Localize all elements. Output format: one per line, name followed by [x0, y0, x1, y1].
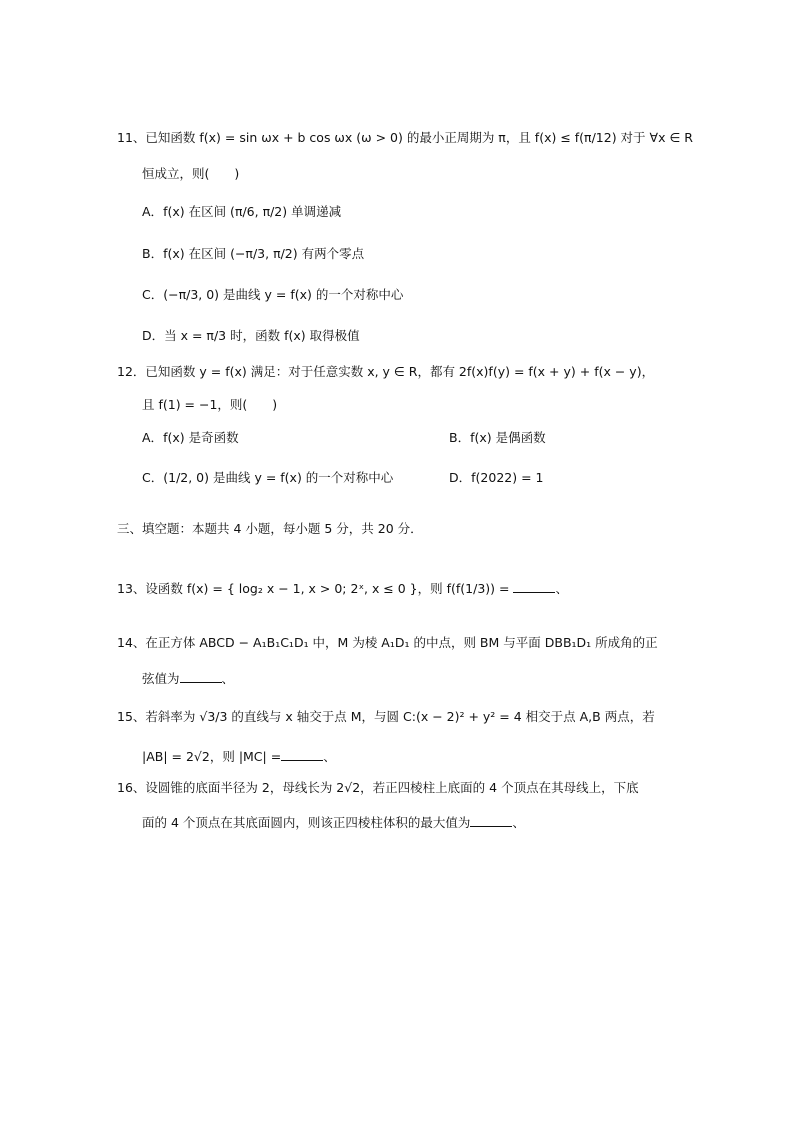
- q13-tail: 、: [555, 581, 568, 596]
- q15-tail: 、: [323, 749, 336, 764]
- q12-option-b: [449, 427, 546, 449]
- q12-number: 12．: [117, 364, 146, 379]
- section-title: 三、填空题：本题共 4 小题，每小题 5 分，共 20 分．: [117, 521, 423, 536]
- q12-option-c-text: (1/2, 0) 是曲线 y = f(x) 的一个对称中心: [163, 470, 394, 485]
- q11-number: 11、: [117, 130, 146, 145]
- q12-option-d-text: f(2022) = 1: [471, 470, 544, 485]
- q12-stem: 已知函数 y = f(x) 满足：对于任意实数 x, y ∈ R，都有 2f(x)f(y) = f(x + y) + f(x − y)，: [145, 364, 655, 379]
- q14-line1: [117, 632, 658, 654]
- q11-stem: 已知函数 f(x) = sin ωx + b cos ωx (ω > 0) 的最小正周期为 π，且 f(x) ≤ f(π/12) 对于 ∀x ∈ R: [145, 130, 693, 145]
- q12-option-a-text: f(x) 是奇函数: [163, 430, 239, 445]
- q15-stem-cont: |AB| = 2√2，则 |MC| =: [142, 749, 282, 764]
- q11-option-b-text: f(x) 在区间 (−π/3, π/2) 有两个零点: [163, 246, 365, 261]
- q16-stem: 设圆锥的底面半径为 2，母线长为 2√2，若正四棱柱上底面的 4 个顶点在其母线上，下底: [145, 780, 639, 795]
- q16-line2: [142, 812, 525, 834]
- q12-line2: 且 f(1) = −1，则( ): [142, 397, 278, 412]
- q16-tail: 、: [512, 815, 525, 830]
- q15-line2: [142, 746, 336, 768]
- q12-line1: [117, 361, 654, 383]
- q16-line1: [117, 777, 639, 799]
- q16-stem-cont: 面的 4 个顶点在其底面圆内，则该正四棱柱体积的最大值为: [142, 815, 471, 830]
- q14-stem: 在正方体 ABCD − A₁B₁C₁D₁ 中，M 为棱 A₁D₁ 的中点，则 BM 与平面 DBB₁D₁ 所成角的正: [145, 635, 658, 650]
- q16-answer-blank[interactable]: [470, 812, 512, 827]
- q15-answer-blank[interactable]: [281, 746, 323, 761]
- q11-option-d-label: D．: [142, 328, 165, 343]
- q14-stem-cont: 弦值为: [142, 671, 180, 686]
- q12-option-a: [142, 427, 239, 449]
- q16-number: 16、: [117, 780, 146, 795]
- q12-option-d-label: D．: [449, 470, 472, 485]
- q15-line1: [117, 706, 655, 728]
- q13-line1: [117, 578, 568, 600]
- q11-line2: 恒成立，则( ): [142, 166, 240, 181]
- q11-line1: [117, 127, 693, 149]
- q15-number: 15、: [117, 709, 146, 724]
- q14-line2: [142, 668, 234, 690]
- q14-answer-blank[interactable]: [180, 668, 222, 683]
- q14-tail: 、: [221, 671, 235, 686]
- q13-number: 13、: [117, 581, 146, 596]
- q12-option-a-label: A．: [142, 430, 164, 445]
- q11-option-a: [142, 201, 341, 223]
- q13-stem: 设函数 f(x) = { log₂ x − 1, x > 0; 2ˣ, x ≤ 0 }，则 f(f(1/3)) =: [145, 581, 510, 596]
- q11-option-b: [142, 243, 364, 265]
- q11-option-a-text: f(x) 在区间 (π/6, π/2) 单调递减: [163, 204, 342, 219]
- q13-answer-blank[interactable]: [513, 578, 555, 593]
- q15-stem: 若斜率为 √3/3 的直线与 x 轴交于点 M，与圆 C:(x − 2)² + y² = 4 相交于点 A,B 两点，若: [145, 709, 655, 724]
- q12-option-c: [142, 467, 393, 489]
- q14-number: 14、: [117, 635, 146, 650]
- q12-option-d: [449, 467, 543, 489]
- q11-option-a-label: A．: [142, 204, 164, 219]
- q11-option-c-label: C．: [142, 287, 164, 302]
- q12-option-c-label: C．: [142, 470, 164, 485]
- q12-option-b-text: f(x) 是偶函数: [470, 430, 546, 445]
- q11-option-d: [142, 325, 360, 347]
- q12-option-b-label: B．: [449, 430, 471, 445]
- q11-option-d-text: 当 x = π/3 时，函数 f(x) 取得极值: [164, 328, 360, 343]
- q11-option-b-label: B．: [142, 246, 164, 261]
- q11-option-c-text: (−π/3, 0) 是曲线 y = f(x) 的一个对称中心: [163, 287, 404, 302]
- q11-option-c: [142, 284, 403, 306]
